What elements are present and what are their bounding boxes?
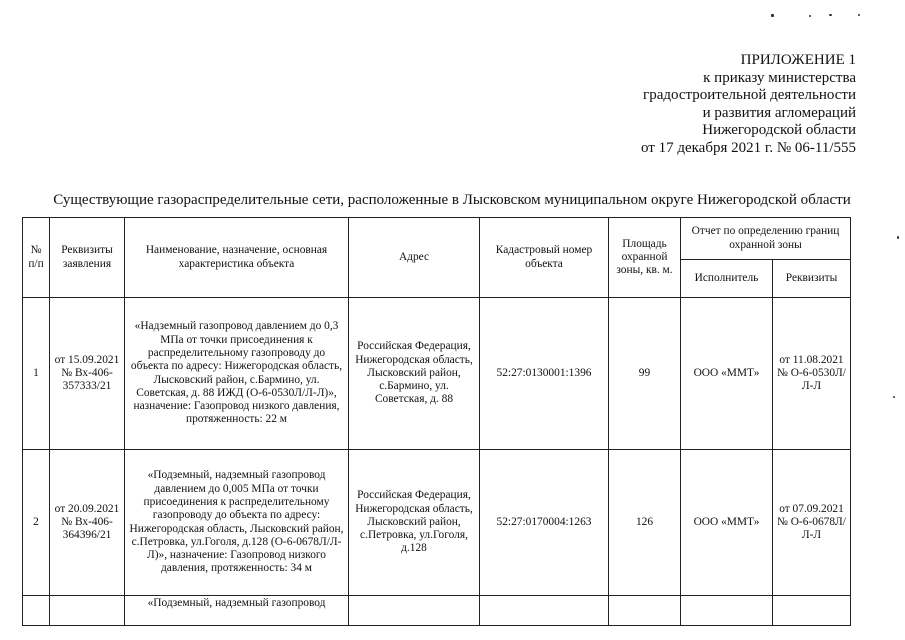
cell-area: 126 <box>609 450 681 596</box>
region-line: Нижегородской области <box>702 122 856 138</box>
cell-name: «Надземный газопровод давлением до 0,3 МПа от точки присоединения к распределительному газопроводу до объекта по адресу: Нижегородская область, Лысковский район, с.Бармино, ул. Советская, д. 88 ИЖД (О-6-0530Л/Л-Л)», назначение: Газопровод низкого давления, протяженность: 22 м <box>125 298 349 450</box>
order-line: к приказу министерства <box>703 69 856 86</box>
cell-details: от 07.09.2021 № О-6-0678Л/Л-Л <box>773 450 851 596</box>
appendix-header <box>641 52 856 157</box>
cell-executor: ООО «ММТ» <box>681 450 773 596</box>
cell-address: Российская Федерация, Нижегородская область, Лысковский район, с.Бармино, ул. Советская, д. 88 <box>349 298 480 450</box>
table-row <box>23 298 851 450</box>
cell-address <box>349 596 480 626</box>
table-row <box>23 596 851 626</box>
cell-cadastral: 52:27:0170004:1263 <box>480 450 609 596</box>
cell-cadastral <box>480 596 609 626</box>
col-header-request: Реквизиты заявления <box>50 218 125 298</box>
cell-num: 1 <box>23 298 50 450</box>
cell-name: «Подземный, надземный газопровод давлением до 0,005 МПа от точки присоединения к распределительному газопроводу до объекта по адресу: Нижегородская область, Лысковский район, с.Петровка, ул.Гоголя, д.128 (О-6-0678Л/Л-Л)», назначение: Газопровод низкого давления, протяженность: 34 м <box>125 450 349 596</box>
cell-area <box>609 596 681 626</box>
col-header-area: Площадь охранной зоны, кв. м. <box>609 218 681 298</box>
gas-network-table <box>22 217 851 626</box>
ministry-line-2: и развития агломераций <box>702 104 856 121</box>
col-header-num: № п/п <box>23 218 50 298</box>
ministry-line: градостроительной деятельности <box>643 87 856 103</box>
cell-executor <box>681 596 773 626</box>
cell-request: от 20.09.2021 № Вх-406-364396/21 <box>50 450 125 596</box>
cell-cadastral: 52:27:0130001:1396 <box>480 298 609 450</box>
col-header-address: Адрес <box>349 218 480 298</box>
cell-name: «Подземный, надземный газопровод <box>125 596 349 626</box>
table-header-row <box>23 218 851 260</box>
cell-details: от 11.08.2021 № О-6-0530Л/Л-Л <box>773 298 851 450</box>
col-header-cadastral: Кадастровый номер объекта <box>480 218 609 298</box>
cell-num <box>23 596 50 626</box>
cell-executor: ООО «ММТ» <box>681 298 773 450</box>
col-header-details: Реквизиты <box>773 260 851 298</box>
table-row <box>23 450 851 596</box>
document-title: Существующие газораспределительные сети, расположенные в Лысковском муниципальном округе Нижегородской области <box>53 192 851 208</box>
cell-area: 99 <box>609 298 681 450</box>
cell-details <box>773 596 851 626</box>
col-header-name: Наименование, назначение, основная характеристика объекта <box>125 218 349 298</box>
appendix-label: ПРИЛОЖЕНИЕ 1 <box>740 52 856 68</box>
col-header-report-group: Отчет по определению границ охранной зоны <box>681 218 851 260</box>
order-date-line: от 17 декабря 2021 г. № 06-11/555 <box>640 139 856 156</box>
cell-address: Российская Федерация, Нижегородская область, Лысковский район, с.Петровка, ул.Гоголя, д.128 <box>349 450 480 596</box>
cell-request: от 15.09.2021 № Вх-406-357333/21 <box>50 298 125 450</box>
col-header-executor: Исполнитель <box>681 260 773 298</box>
cell-request <box>50 596 125 626</box>
cell-num: 2 <box>23 450 50 596</box>
